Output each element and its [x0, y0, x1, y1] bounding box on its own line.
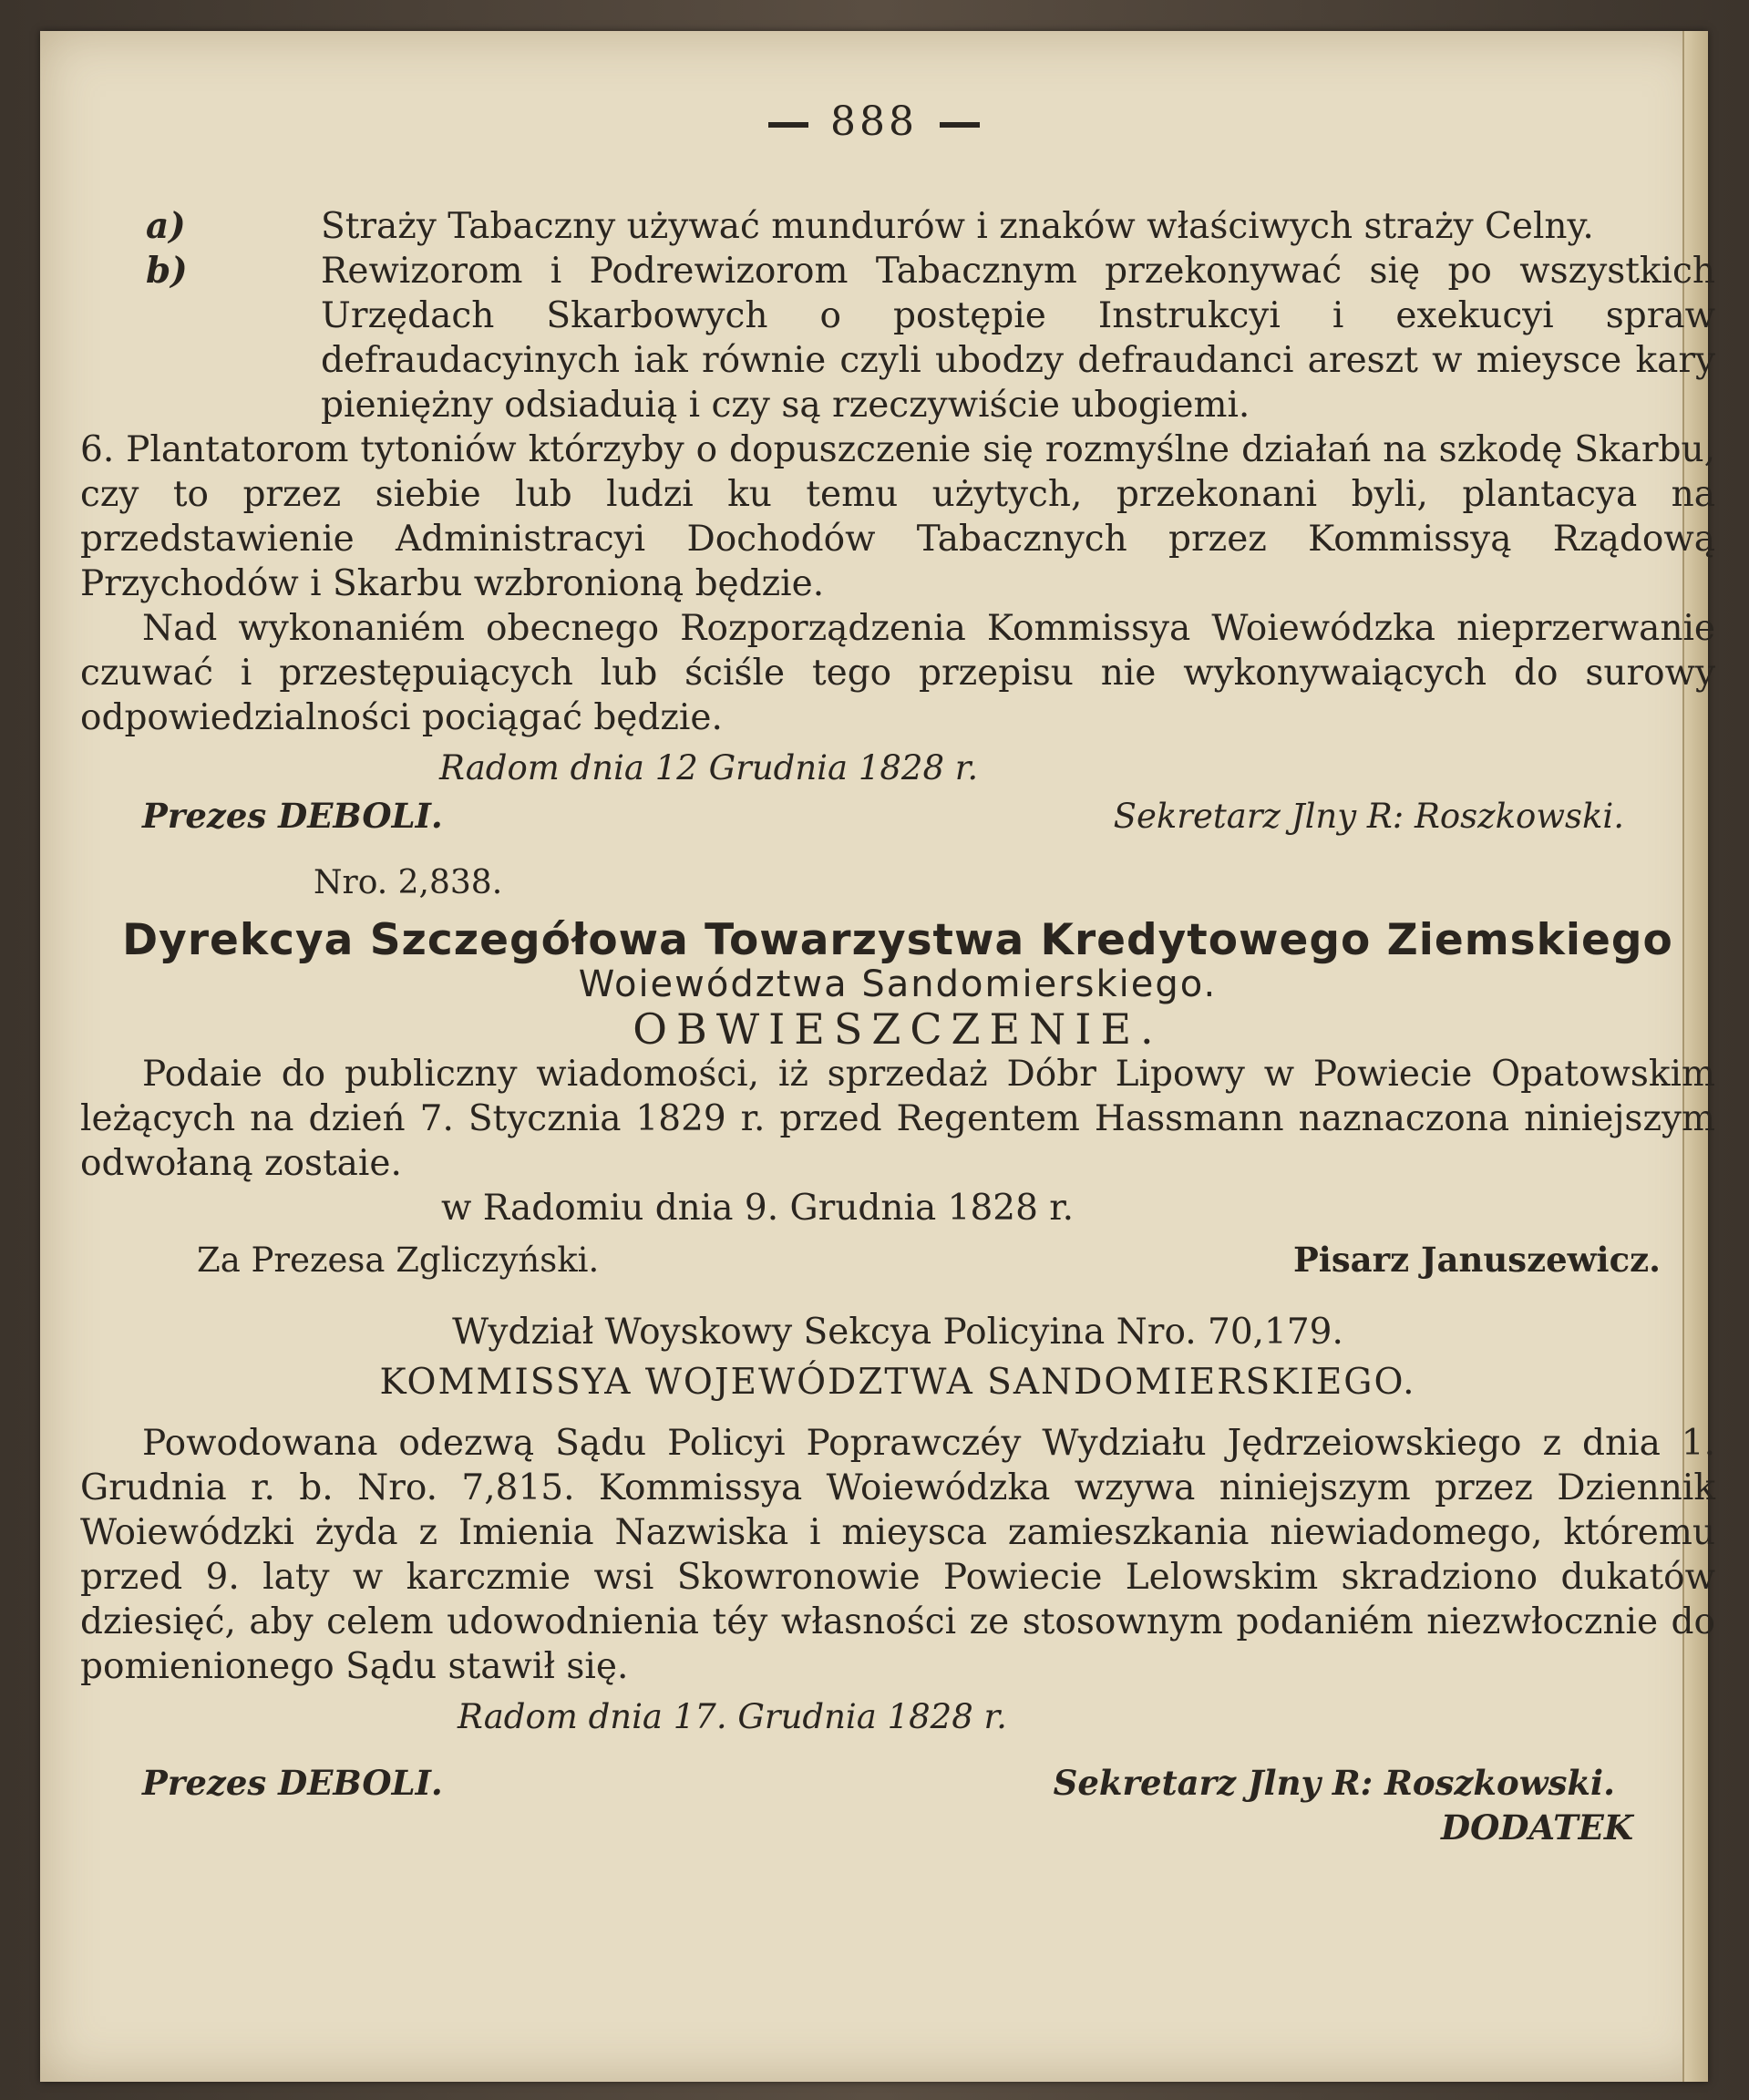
item-b-text: Rewizorom i Podrewizorom Tabacznym przekonywać się po wszystkich Urzędach Skarbowych o postępie Instrukcyi i exekucyi spraw defraudacyinych iak równie czyli ubodzy defraudanci areszt w mieysce kary pieniężny odsiaduią i czy są rzeczywiście ubogiemi.	[321, 251, 1715, 426]
section2-body: Podaie do publiczny wiadomości, iż sprzedaż Dóbr Lipowy w Powiecie Opatowskim leżących na dzień 7. Stycznia 1829 r. przed Regentem Hassmann naznaczona niniejszym odwołaną zostaie.	[80, 1054, 1715, 1184]
section2-sig-right: Pisarz Januszewicz.	[1292, 1240, 1661, 1280]
section3-body: Powodowana odezwą Sądu Policyi Poprawczéy Wydziału Jędrzeiowskiego z dnia 1. Grudnia r. b. Nro. 7,815. Kommissya Woiewódzka wzywa niniejszym przez Dziennik Woiewódzki żyda z Imienia Nazwiska i mieysca zamieszkania niewiadomego, któremu przed 9. laty w karczmie wsi Skowronowie Powiecie Lelowskim skradziono dukatów dziesięć, aby celem udowodnienia téy własności ze stosownym podaniém niezwłocznie do pomienionego Sądu stawił się.	[80, 1423, 1715, 1687]
section3-kommissya: KOMMISSYA WOJEWÓDZTWA SANDOMIERSKIEGO.	[379, 1362, 1416, 1403]
section3-sig-right: Sekretarz Jlny R: Roszkowski.	[1053, 1763, 1615, 1803]
closing-paragraph: Nad wykonaniém obecnego Rozporządzenia Kommissya Woiewódzka nieprzerwanie czuwać i przestępuiących lub ściśle tego przepisu nie wykonywaiących do surowy odpowiedzialności pociągać będzie.	[80, 608, 1715, 738]
item-b	[80, 249, 1715, 427]
item-b-marker: b)	[146, 250, 188, 292]
section1-sig-left: Prezes DEBOLI.	[142, 796, 443, 836]
item-a-text: Straży Tabaczny używać mundurów i znaków właściwych straży Celny.	[321, 206, 1594, 247]
item-6: 6. Plantatorom tytoniów którzyby o dopuszczenie się rozmyślne działań na szkodę Skarbu, czy to przez siebie lub ludzi ku temu użytych, przekonani byli, plantacya na przedstawienie Administracyi Dochodów Tabacznych przez Kommissyą Rządową Przychodów i Skarbu wzbronioną będzie.	[80, 429, 1715, 604]
section3-sig-left: Prezes DEBOLI.	[142, 1763, 443, 1803]
item-a-marker: a)	[146, 205, 186, 247]
header-dash-right	[940, 122, 980, 128]
section2-title: OBWIESZCZENIE.	[633, 1004, 1163, 1054]
section2-signatures	[142, 1238, 1715, 1282]
item-a	[80, 204, 1715, 249]
page-content	[80, 204, 1715, 1850]
header-dash-left	[768, 122, 808, 128]
section2-sig-left: Za Prezesa Zgliczyński.	[197, 1240, 600, 1280]
section1-date: Radom dnia 12 Grudnia 1828 r.	[439, 748, 979, 788]
section1-sig-right: Sekretarz Jlny R: Roszkowski.	[1113, 797, 1624, 836]
section2-nro: Nro. 2,838.	[314, 864, 503, 901]
section2-date: w Radomiu dnia 9. Grudnia 1828 r.	[441, 1188, 1075, 1229]
catchword: DODATEK	[1441, 1807, 1633, 1848]
section2-heading1: Dyrekcya Szczegółowa Towarzystwa Kredytowego Ziemskiego	[122, 915, 1673, 965]
section1-signatures	[142, 794, 1715, 839]
page-number: 888	[830, 98, 918, 145]
section3-date: Radom dnia 17. Grudnia 1828 r.	[458, 1697, 1007, 1736]
section2-heading2: Woiewództwa Sandomierskiego.	[578, 963, 1218, 1005]
section3-wydzial: Wydział Woyskowy Sekcya Policyina Nro. 70,179.	[452, 1312, 1343, 1353]
document-page	[40, 31, 1715, 2082]
page-header	[40, 98, 1708, 145]
section3-signatures	[142, 1761, 1715, 1806]
